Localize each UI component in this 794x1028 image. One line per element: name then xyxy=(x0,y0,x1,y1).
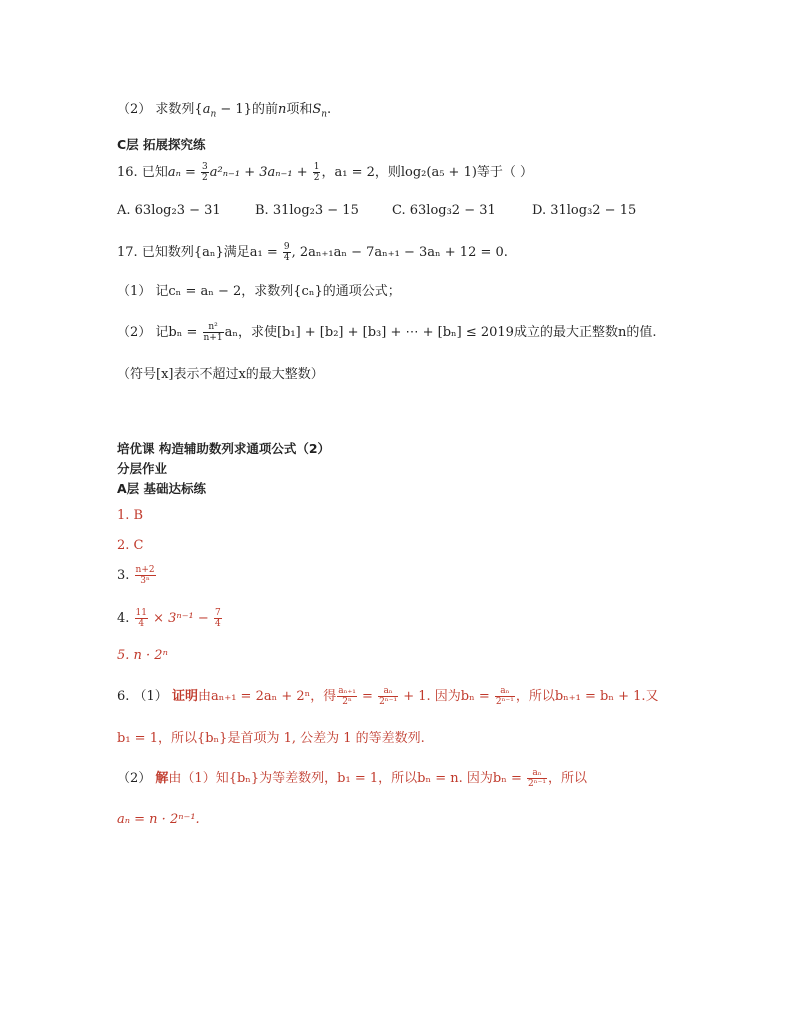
frac-n2-n1: $\frac{\text{n²}}{n+1}$ xyxy=(203,322,223,343)
answer-5: 5. n · 2ⁿ xyxy=(117,648,168,663)
answer-4: 4. $\frac{11}{4}$ × 3ⁿ⁻¹ − $\frac{7}{4}$ xyxy=(117,608,221,629)
section-a-heading: A层 基础达标练 xyxy=(117,481,207,496)
q16-option-c[interactable]: C. 63log₃2 − 31 xyxy=(392,203,496,218)
answer-6-line4: aₙ = n · 2ⁿ⁻¹. xyxy=(117,812,200,827)
frac-an-2n1: $\frac{\text{aₙ}}{\text{2ⁿ⁻¹}}$ xyxy=(379,686,398,707)
answer-1: 1. B xyxy=(117,508,144,523)
answer-2: 2. C xyxy=(117,538,144,553)
frac-11-4: $\frac{11}{4}$ xyxy=(135,608,147,629)
answer-6-line2: b₁ = 1，所以{bₙ}是首项为 1, 公差为 1 的等差数列. xyxy=(117,731,425,746)
q17-note: （符号[x]表示不超过x的最大整数） xyxy=(117,367,324,382)
section-c-heading: C层 拓展探究练 xyxy=(117,137,206,152)
frac-bn-def: $\frac{\text{aₙ}}{\text{2ⁿ⁻¹}}$ xyxy=(495,686,514,707)
frac-9-4: $\frac{9}{4}$ xyxy=(283,242,290,263)
frac-an1-2n: $\frac{\text{aₙ₊₁}}{\text{2ⁿ}}$ xyxy=(338,686,356,707)
q16-options xyxy=(117,202,677,220)
frac-bn-def-2: $\frac{\text{aₙ}}{\text{2ⁿ⁻¹}}$ xyxy=(528,768,546,789)
frac-1-2: $\frac{1}{2}$ xyxy=(313,162,320,183)
answers-subtitle: 分层作业 xyxy=(117,461,168,476)
q16-stem: 16. 已知aₙ = $\frac{3}{2}$ a²ₙ₋₁ + 3aₙ₋₁ + $\frac{1}{2}$ ，a₁ = 2，则log₂(a₅ + 1)等于（ ） xyxy=(117,162,534,183)
q17-stem: 17. 已知数列{aₙ}满足a₁ = $\frac{9}{4}$ , 2aₙ₊₁aₙ − 7aₙ₊₁ − 3aₙ + 12 = 0. xyxy=(117,242,508,263)
frac-answer-3: $\frac{n+2}{\text{3ⁿ}}$ xyxy=(135,565,155,586)
q17-part2: （2） 记bₙ = $\frac{\text{n²}}{n+1}$ aₙ，求使[b₁] + [b₂] + [b₃] + ⋯ + [bₙ] ≤ 2019成立的最大正整数n的值. xyxy=(117,322,657,343)
answers-title: 培优课 构造辅助数列求通项公式（2） xyxy=(117,441,331,456)
q15-part2: （2） 求数列$\{a_n - 1\}$的前n项和$S_n$. xyxy=(117,102,332,120)
q16-option-b[interactable]: B. 31log₂3 − 15 xyxy=(255,203,359,218)
q17-part1: （1） 记cₙ = aₙ − 2，求数列{cₙ}的通项公式； xyxy=(117,284,401,299)
answer-6-line3: （2） 解由（1）知{bₙ}为等差数列，b₁ = 1，所以bₙ = n. 因为bₙ = $\frac{\text{aₙ}}{\text{2ⁿ⁻¹}}$ ，所以 xyxy=(117,768,587,789)
q16-option-d[interactable]: D. 31log₃2 − 15 xyxy=(532,203,637,218)
answer-6-line1: 6. （1） 证明由aₙ₊₁ = 2aₙ + 2ⁿ，得 $\frac{\text{aₙ₊₁}}{\text{2ⁿ}}$ = $\frac{\text{aₙ}}{\text{2ⁿ⁻¹}}$ + 1. 因为bₙ = $\frac{\text{aₙ}}{\text{2ⁿ⁻¹}}$ ，所以bₙ₊₁ = bₙ + 1.又 xyxy=(117,686,659,707)
frac-7-4: $\frac{7}{4}$ xyxy=(214,608,221,629)
answer-3: 3. $\frac{n+2}{\text{3ⁿ}}$ xyxy=(117,565,155,586)
frac-3-2: $\frac{3}{2}$ xyxy=(202,162,208,183)
q16-option-a[interactable]: A. 63log₂3 − 31 xyxy=(117,203,221,218)
